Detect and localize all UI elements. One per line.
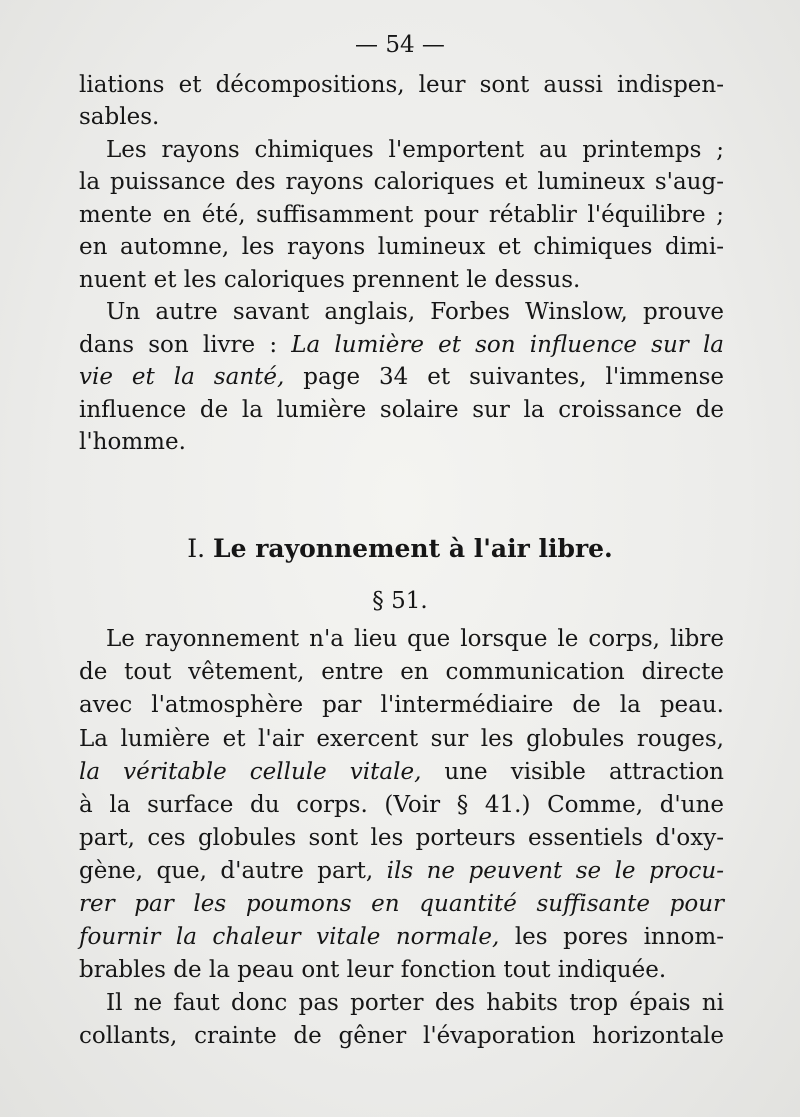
text-line: liations et décompositions, leur sont aussi indispen- <box>79 72 724 98</box>
text-line: l'homme. <box>79 429 186 455</box>
text-line: Il ne faut donc pas porter des habits trop épais ni <box>106 990 724 1016</box>
italic-run: fournir la chaleur vitale normale, <box>79 924 500 950</box>
text-line: Le rayonnement n'a lieu que lorsque le corps, libre <box>106 626 724 652</box>
text-line: nuent et les caloriques prennent le dessus. <box>79 267 581 293</box>
text-line: part, ces globules sont les porteurs essentiels d'oxy- <box>79 825 724 851</box>
text-line: avec l'atmosphère par l'intermédiaire de la peau. <box>79 692 724 718</box>
text-line: brables de la peau ont leur fonction tout indiquée. <box>79 957 667 983</box>
text-line: Les rayons chimiques l'emportent au printemps ; <box>106 137 724 163</box>
text-run: une visible attraction <box>444 759 724 785</box>
text-run: page 34 et suivantes, l'immense <box>303 364 725 390</box>
text-line: Un autre savant anglais, Forbes Winslow, prouve <box>106 299 724 325</box>
text-run: les pores innom- <box>514 924 724 950</box>
text-line: à la surface du corps. (Voir § 41.) Comme, d'une <box>79 792 724 818</box>
text-line: sables. <box>79 104 160 130</box>
heading-number: I. <box>187 534 206 563</box>
heading-title: Le rayonnement à l'air libre. <box>213 534 613 563</box>
page-number: — 54 — <box>355 32 445 58</box>
text-line: rer par les poumons en quantité suffisante pour <box>79 891 724 917</box>
italic-run: ils ne peuvent se le procu- <box>386 858 724 884</box>
book-title-italic: La lumière et son influence sur la <box>291 332 725 358</box>
section-mark: § 51. <box>372 588 428 614</box>
text-line: influence de la lumière solaire sur la croissance de <box>79 397 724 423</box>
text-line: en automne, les rayons lumineux et chimiques dimi- <box>79 234 724 260</box>
text-run: gène, que, d'autre part, <box>79 858 374 884</box>
text-line: La lumière et l'air exercent sur les globules rouges, <box>79 726 724 752</box>
chapter-heading <box>0 532 800 566</box>
text-line: la puissance des rayons caloriques et lumineux s'aug- <box>79 169 724 195</box>
text-line: de tout vêtement, entre en communication directe <box>79 659 724 685</box>
text-line: collants, crainte de gêner l'évaporation horizontale <box>79 1023 724 1049</box>
text-line: mente en été, suffisamment pour rétablir l'équilibre ; <box>79 202 724 228</box>
italic-run: la véritable cellule vitale, <box>79 759 422 785</box>
text-run: dans son livre : <box>79 332 278 358</box>
book-title-italic: vie et la santé, <box>79 364 285 390</box>
